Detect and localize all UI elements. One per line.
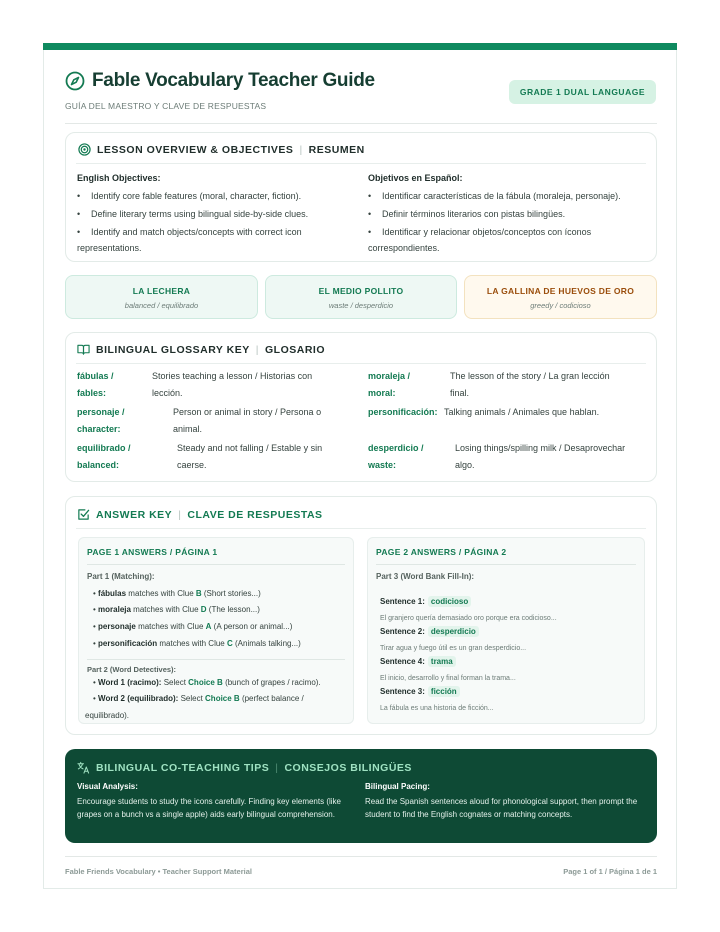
glossary-term: equilibrado / balanced:: [77, 443, 131, 470]
tip-bilingual-pacing: [365, 780, 647, 821]
tip-title: Visual Analysis:: [77, 782, 138, 791]
tip-body: Read the Spanish sentences aloud for phonological support, then prompt the student to find the English cognates or matching concepts.: [365, 797, 638, 819]
open-book-icon: [77, 343, 90, 356]
glossary-entry: [368, 440, 653, 474]
answer-key-heading: [77, 508, 323, 521]
answer-key-card: [65, 496, 657, 735]
glossary-term: personaje / character:: [77, 407, 125, 434]
objectives-heading-es: RESUMEN: [308, 143, 365, 156]
compass-icon: [65, 71, 85, 91]
tips-heading-en: BILINGUAL CO-TEACHING TIPS: [96, 761, 270, 774]
tip-body: Encourage students to study the icons carefully. Finding key elements (like grapes on a bunch vs a single apple) aids early bilingual comprehension.: [77, 797, 341, 819]
matching-answer: • personificación matches with Clue C (Animals talking...): [93, 639, 301, 648]
tips-heading-es: CONSEJOS BILINGÜES: [284, 761, 412, 774]
matching-answer: • moraleja matches with Clue D (The lesson...): [93, 605, 260, 614]
fable-name: EL MEDIO POLLITO: [318, 286, 404, 296]
glossary-entry: [77, 368, 357, 402]
english-objectives: [77, 170, 357, 258]
glossary-term: moraleja / moral:: [368, 371, 411, 398]
tips-heading: [77, 761, 412, 774]
matching-answer: • fábulas matches with Clue B (Short stories...): [93, 589, 261, 598]
objectives-card: [65, 132, 657, 262]
objectives-heading: [78, 143, 365, 156]
teacher-guide-page: [43, 43, 677, 889]
page2-answers-title: PAGE 2 ANSWERS / PÁGINA 2: [376, 547, 507, 557]
glossary-term: fábulas / fables:: [77, 371, 114, 398]
translate-icon: [77, 761, 90, 774]
glossary-definition: Talking animals / Animales que hablan.: [444, 407, 600, 417]
glossary-entry: [368, 368, 653, 402]
fable-card-la-gallina: [464, 275, 657, 319]
fill-in-answer: Sentence 4: trama El inicio, desarrollo y final forman la trama...: [380, 657, 516, 682]
page-number: Page 1 of 1 / Página 1 de 1: [563, 867, 657, 876]
page-subtitle: GUÍA DEL MAESTRO Y CLAVE DE RESPUESTAS: [65, 101, 267, 111]
page2-answers-box: [367, 537, 645, 724]
fill-in-answer: Sentence 3: ficción La fábula es una historia de ficción...: [380, 687, 494, 712]
divider: [87, 659, 345, 660]
fable-theme: greedy / codicioso: [530, 301, 591, 310]
glossary-heading-en: BILINGUAL GLOSSARY KEY: [96, 343, 250, 356]
fill-in-answer: Sentence 1: codicioso El granjero quería demasiado oro porque era codicioso...: [380, 597, 557, 622]
glossary-card: [65, 332, 657, 482]
spanish-objectives-title: Objetivos en Español:: [368, 173, 463, 183]
co-teaching-tips-panel: [65, 749, 657, 843]
spanish-objective-item: • Definir términos literarios con pistas bilingües.: [368, 206, 653, 222]
fable-card-la-lechera: [65, 275, 258, 319]
tip-visual-analysis: [77, 780, 357, 821]
fill-in-answer: Sentence 2: desperdicio Tirar agua y fuego útil es un gran desperdicio...: [380, 627, 527, 652]
glossary-heading: [77, 343, 325, 356]
glossary-heading-es: GLOSARIO: [264, 343, 325, 356]
checkbox-icon: [77, 508, 90, 521]
glossary-entry: [77, 440, 357, 474]
part1-title: Part 1 (Matching):: [87, 572, 155, 581]
divider: [76, 528, 646, 529]
divider: [76, 163, 646, 164]
fable-theme: balanced / equilibrado: [124, 301, 199, 310]
footer-left-text: Fable Friends Vocabulary • Teacher Support Material: [65, 867, 252, 876]
fable-card-el-medio-pollito: [265, 275, 457, 319]
page-title: Fable Vocabulary Teacher Guide: [92, 70, 375, 91]
accent-top-bar: [43, 43, 677, 50]
divider: [376, 564, 636, 565]
spanish-objective-item: • Identificar y relacionar objetos/conceptos con íconos correspondientes.: [368, 224, 653, 256]
page1-answers-box: [78, 537, 354, 724]
page1-answers-title: PAGE 1 ANSWERS / PÁGINA 1: [87, 547, 218, 557]
fable-theme: waste / desperdicio: [328, 301, 394, 310]
part2-title: Part 2 (Word Detectives):: [87, 665, 177, 674]
detective-answer: • Word 2 (equilibrado): Select Choice B (perfect balance / equilibrado).: [85, 694, 304, 720]
english-objective-item: • Define literary terms using bilingual side-by-side clues.: [77, 206, 357, 222]
glossary-definition: Steady and not falling / Estable y sin caerse.: [177, 443, 323, 470]
answer-key-heading-en: ANSWER KEY: [96, 508, 173, 521]
glossary-entry: [77, 404, 357, 438]
objectives-heading-en: LESSON OVERVIEW & OBJECTIVES: [97, 143, 294, 156]
english-objective-item: • Identify and match objects/concepts with correct icon representations.: [77, 224, 357, 256]
glossary-definition: Person or animal in story / Persona o animal.: [173, 407, 322, 434]
page-footer: [65, 856, 657, 876]
spanish-objective-item: • Identificar características de la fábula (moraleja, personaje).: [368, 188, 653, 204]
heading-separator: |: [178, 508, 182, 521]
glossary-term: personificación:: [368, 407, 438, 417]
page-header: [65, 70, 657, 124]
tip-title: Bilingual Pacing:: [365, 782, 430, 791]
heading-separator: |: [275, 761, 279, 774]
glossary-term: desperdicio / waste:: [368, 443, 424, 470]
target-icon: [78, 143, 91, 156]
grade-badge: GRADE 1 DUAL LANGUAGE: [509, 80, 656, 104]
detective-answer: • Word 1 (racimo): Select Choice B (bunch of grapes / racimo).: [93, 678, 321, 687]
fable-name: LA GALLINA DE HUEVOS DE ORO: [486, 286, 635, 296]
fable-name: LA LECHERA: [132, 286, 191, 296]
heading-separator: |: [299, 143, 303, 156]
divider: [76, 363, 646, 364]
english-objective-item: • Identify core fable features (moral, character, fiction).: [77, 188, 357, 204]
glossary-definition: Losing things/spilling milk / Desaprovechar algo.: [455, 443, 626, 470]
glossary-entry: [368, 404, 653, 438]
english-objectives-title: English Objectives:: [77, 173, 161, 183]
glossary-definition: The lesson of the story / La gran lección final.: [450, 371, 610, 398]
answer-key-heading-es: CLAVE DE RESPUESTAS: [187, 508, 323, 521]
matching-answer: • personaje matches with Clue A (A person or animal...): [93, 622, 293, 631]
divider: [87, 564, 345, 565]
spanish-objectives: [368, 170, 653, 258]
glossary-definition: Stories teaching a lesson / Historias con lección.: [152, 371, 313, 398]
heading-separator: |: [255, 343, 259, 356]
part3-title: Part 3 (Word Bank Fill-In):: [376, 572, 475, 581]
